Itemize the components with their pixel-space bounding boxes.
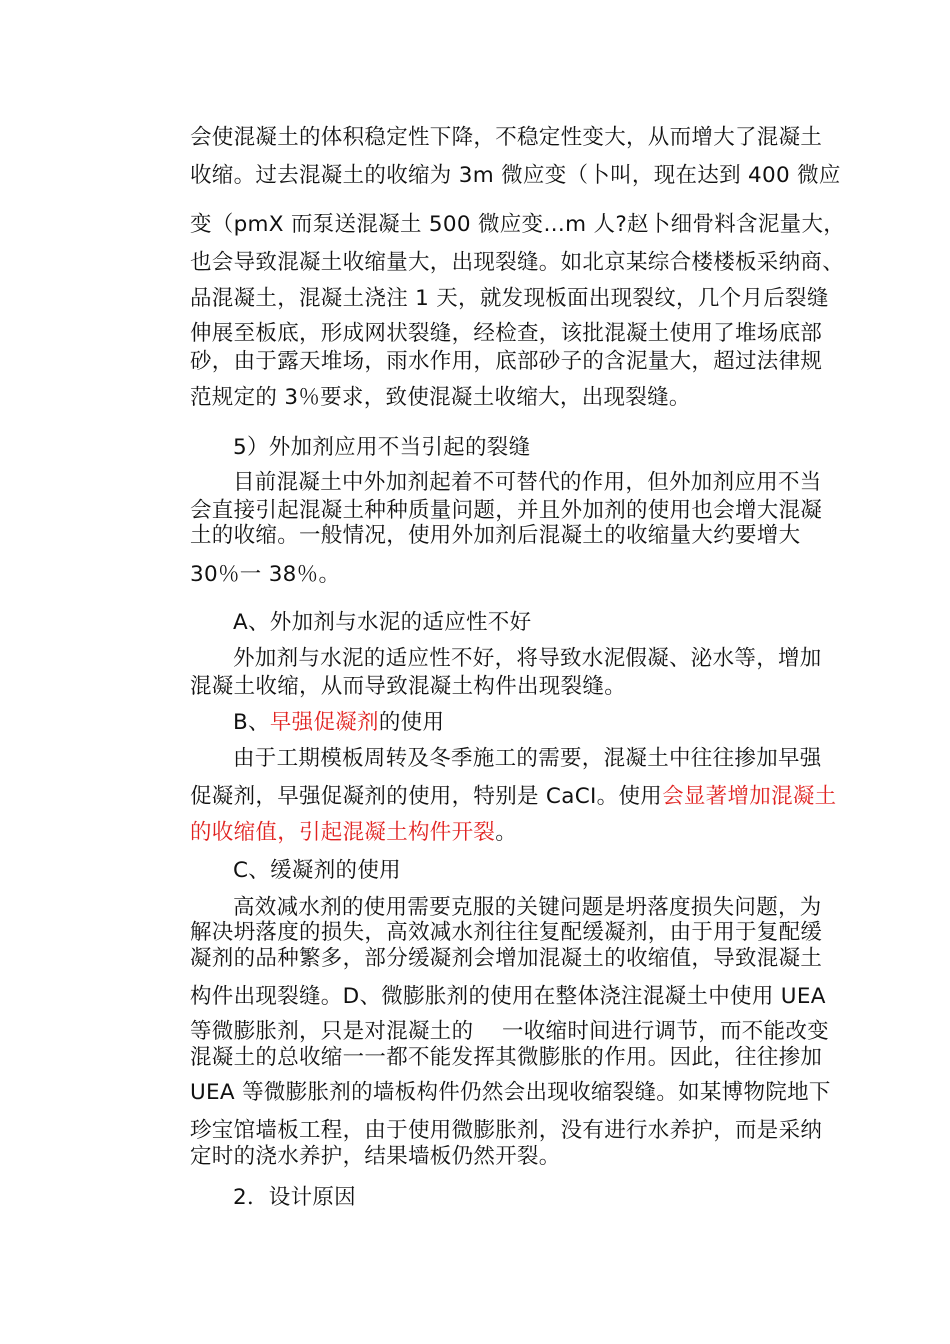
section-heading: 2．设计原因: [233, 1185, 356, 1210]
highlighted-term: 早强促凝剂: [269, 710, 379, 735]
subheading-b: [233, 709, 444, 737]
text-line: [190, 783, 836, 811]
text-line: 会直接引起混凝土种种质量问题，并且外加剂的使用也会增大混凝: [190, 498, 823, 523]
text-line: 伸展至板底，形成网状裂缝，经检查，该批混凝土使用了堆场底部: [190, 321, 823, 346]
text-line: 砂，由于露天堆场，雨水作用，底部砂子的含泥量大，超过法律规: [190, 349, 823, 374]
text-line: [190, 819, 517, 847]
text-line: 混凝土的总收缩一一都不能发挥其微膨胀的作用。因此，往往掺加: [190, 1045, 823, 1070]
text-segment: 促凝剂，早强促凝剂的使用，特别是 CaCI。使用: [190, 784, 663, 809]
text-line: 高效减水剂的使用需要克服的关键问题是坍落度损失问题，为: [233, 895, 822, 920]
highlighted-text: 的收缩值，引起混凝土构件开裂: [190, 820, 496, 845]
text-line: 目前混凝土中外加剂起着不可替代的作用，但外加剂应用不当: [233, 470, 822, 495]
subheading-b-prefix: B、: [233, 710, 270, 735]
subheading-b-suffix: 的使用: [378, 710, 445, 735]
text-line: 品混凝土，混凝土浇注 1 天，就发现板面出现裂纹，几个月后裂缝: [190, 286, 829, 311]
text-line: 土的收缩。一般情况，使用外加剂后混凝土的收缩量大约要增大: [190, 523, 801, 548]
text-line: 珍宝馆墙板工程，由于使用微膨胀剂，没有进行水养护，而是采纳: [190, 1118, 823, 1143]
text-line: 由于工期模板周转及冬季施工的需要，混凝土中往往掺加早强: [233, 746, 822, 771]
text-line: 外加剂与水泥的适应性不好，将导致水泥假凝、泌水等，增加: [233, 646, 822, 671]
subheading-c: C、缓凝剂的使用: [233, 858, 401, 883]
text-line: 定时的浇水养护，结果墙板仍然开裂。: [190, 1144, 561, 1169]
text-line: 会使混凝土的体积稳定性下降，不稳定性变大，从而增大了混凝土: [190, 125, 823, 150]
text-line: UEA 等微膨胀剂的墙板构件仍然会出现收缩裂缝。如某博物院地下: [190, 1080, 831, 1105]
text-line: 变（pmX 而泵送混凝土 500 微应变…m 人?赵卜细骨料含泥量大，: [190, 212, 846, 237]
section-heading: 5）外加剂应用不当引起的裂缝: [233, 435, 531, 460]
text-segment: 。: [495, 820, 518, 845]
text-line: 解决坍落度的损失，高效减水剂往往复配缓凝剂，由于用于复配缓: [190, 920, 823, 945]
text-line: 构件出现裂缝。D、微膨胀剂的使用在整体浇注混凝土中使用 UEA: [190, 984, 826, 1009]
text-line: 混凝土收缩，从而导致混凝土构件出现裂缝。: [190, 674, 627, 699]
text-line: 30％一 38％。: [190, 562, 341, 587]
text-line: 也会导致混凝土收缩量大，出现裂缝。如北京某综合楼楼板采纳商、: [190, 250, 845, 275]
text-line: 凝剂的品种繁多，部分缓凝剂会增加混凝土的收缩值，导致混凝土: [190, 946, 823, 971]
text-line: 收缩。过去混凝土的收缩为 3m 微应变（卜叫，现在达到 400 微应: [190, 163, 841, 188]
highlighted-text: 会显著增加混凝土: [662, 784, 837, 809]
text-line: 范规定的 3％要求，致使混凝土收缩大，出现裂缝。: [190, 385, 691, 410]
text-line: 等微膨胀剂，只是对混凝土的 一收缩时间进行调节，而不能改变: [190, 1019, 829, 1044]
subheading-a: A、外加剂与水泥的适应性不好: [233, 610, 532, 635]
